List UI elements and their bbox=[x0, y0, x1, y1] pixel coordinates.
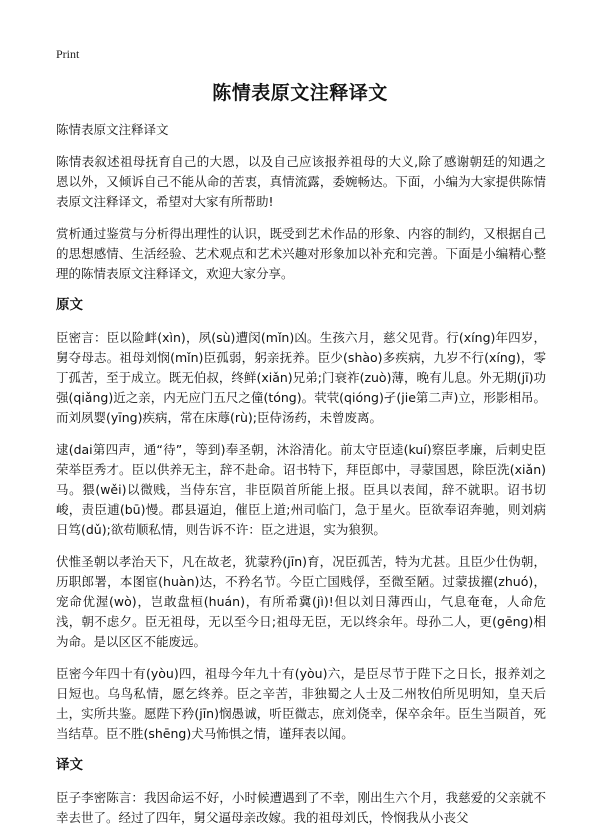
original-paragraph: 臣密今年四十有(yòu)四，祖母今年九十有(yòu)六，是臣尽节于陛下之日长，报养刘之日短也。乌鸟私情，愿乞终养。臣之辛苦，非独蜀之人士及二州牧伯所见明知，皇天后土，实所共鉴。愿陛下矜(jīn)悯愚诚，听臣微志，庶刘侥幸，保卒余年。臣生当陨首，死当结草。臣不胜(shēng)犬马怖惧之情，谨拜表以闻。 bbox=[56, 666, 546, 741]
original-paragraph: 逮(dai第四声，通“待”，等到)奉圣朝，沐浴清化。前太守臣逵(kuí)察臣孝廉，后刺史臣荣举臣秀才。臣以供养无主，辞不赴命。诏书特下，拜臣郎中，寻蒙国恩，除臣洗(xiǎn)马。猥(wěi)以微贱，当侍东宫，非臣陨首所能上报。臣具以表闻，辞不就职。诏书切峻，责臣逋(bū)慢。郡县逼迫，催臣上道;州司临门，急于星火。臣欲奉诏奔驰，则刘病日笃(dǔ);欲苟顺私情，则告诉不许：臣之进退，实为狼狈。 bbox=[56, 442, 546, 537]
translation-paragraph: 臣子李密陈言：我因命运不好，小时候遭遇到了不幸，刚出生六个月，我慈爱的父亲就不幸去世了。经过了四年，舅父逼母亲改嫁。我的祖母刘氏，怜悯我从小丧父 bbox=[56, 790, 546, 825]
section-heading-translation: 译文 bbox=[56, 757, 83, 773]
section-heading-original: 原文 bbox=[56, 297, 83, 313]
intro-paragraph: 陈情表叙述祖母抚育自己的大恩，以及自己应该报养祖母的大义,除了感谢朝廷的知遇之恩以外，又倾诉自己不能从命的苦衷，真情流露，委婉畅达。下面，小编为大家提供陈情表原文注释译文，希望对大家有所帮助! bbox=[56, 154, 546, 209]
article-subtitle: 陈情表原文注释译文 bbox=[56, 122, 169, 137]
article-body bbox=[56, 120, 546, 840]
page-title: 陈情表原文注释译文 bbox=[212, 82, 388, 104]
print-link[interactable]: Print bbox=[56, 47, 80, 61]
intro-paragraph: 赏析通过鉴赏与分析得出理性的认识，既受到艺术作品的形象、内容的制约，又根据自己的思想感情、生活经验、艺术观点和艺术兴趣对形象加以补充和完善。下面是小编精心整理的陈情表原文注释译文，欢迎大家分享。 bbox=[56, 226, 546, 281]
original-paragraph: 臣密言：臣以险衅(xìn)，夙(sù)遭闵(mǐn)凶。生孩六月，慈父见背。行(xíng)年四岁，舅夺母志。祖母刘悯(mǐn)臣孤弱，躬亲抚养。臣少(shào)多疾病，九岁不行(xíng)，零丁孤苦，至于成立。既无伯叔，终鲜(xiǎn)兄弟;门衰祚(zuò)薄，晚有儿息。外无期(jī)功强(qiǎng)近之亲，内无应门五尺之僮(tóng)。茕茕(qióng)孑(jie第二声)立，形影相吊。而刘夙婴(yīng)疾病，常在床蓐(rù);臣侍汤药，未曾废离。 bbox=[56, 330, 546, 425]
original-paragraph: 伏惟圣朝以孝治天下，凡在故老，犹蒙矜(jīn)育，况臣孤苦，特为尤甚。且臣少仕伪朝，历职郎署，本图宦(huàn)达，不矜名节。今臣亡国贱俘，至微至陋。过蒙拔擢(zhuó)，宠命优渥(wò)，岂敢盘桓(huán)，有所希冀(jì)!但以刘日薄西山，气息奄奄，人命危浅，朝不虑夕。臣无祖母，无以至今日;祖母无臣，无以终余年。母孙二人，更(gēng)相为命。是以区区不能废远。 bbox=[56, 554, 546, 649]
